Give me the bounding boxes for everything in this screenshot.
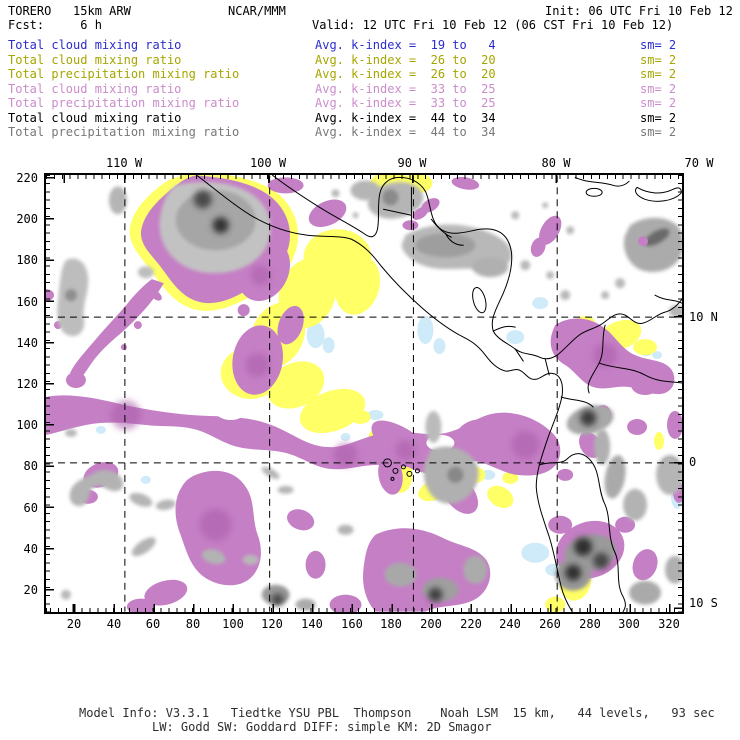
y-axis-label: 120 xyxy=(16,377,38,391)
legend-label: Total cloud mixing ratio xyxy=(8,53,182,67)
y-axis-label: 40 xyxy=(23,542,38,556)
y-axis-label: 220 xyxy=(16,171,38,185)
init-time: Init: 06 UTC Fri 10 Feb 12 xyxy=(545,4,733,18)
x-axis-label: 60 xyxy=(145,617,161,631)
legend-stat: Avg. k-index = 19 to 4 xyxy=(315,38,496,52)
x-axis-label: 220 xyxy=(460,617,482,631)
model-name: TORERO 15km ARW xyxy=(8,4,131,18)
legend-stat: Avg. k-index = 44 to 34 xyxy=(315,111,496,125)
legend-label: Total cloud mixing ratio xyxy=(8,111,182,125)
x-axis-label: 180 xyxy=(380,617,402,631)
lat-label: 10 N xyxy=(689,310,718,324)
legend-stat: Avg. k-index = 33 to 25 xyxy=(315,82,496,96)
legend-sm: sm= 2 xyxy=(640,111,677,125)
fcst-hour: Fcst: 6 h xyxy=(8,18,102,32)
x-axis-label: 100 xyxy=(222,617,244,631)
legend-stat: Avg. k-index = 26 to 20 xyxy=(315,53,496,67)
lon-label: 100 W xyxy=(249,156,287,170)
y-axis-label: 60 xyxy=(23,501,38,515)
legend-sm: sm= 2 xyxy=(640,125,677,139)
x-axis-label: 280 xyxy=(579,617,601,631)
y-axis-label: 20 xyxy=(23,583,38,597)
map-plot-area xyxy=(44,173,684,614)
legend-sm: sm= 2 xyxy=(640,82,677,96)
x-axis-label: 320 xyxy=(658,617,680,631)
x-axis-label: 120 xyxy=(261,617,283,631)
legend-sm: sm= 2 xyxy=(640,53,677,67)
lon-label: 110 W xyxy=(105,156,143,170)
legend-sm: sm= 2 xyxy=(640,96,677,110)
y-axis-label: 200 xyxy=(16,212,38,226)
lon-label: 70 W xyxy=(684,156,714,170)
x-axis-label: 160 xyxy=(341,617,363,631)
x-axis-label: 260 xyxy=(539,617,561,631)
center-name: NCAR/MMM xyxy=(228,4,286,18)
legend-label: Total cloud mixing ratio xyxy=(8,38,182,52)
x-axis-label: 300 xyxy=(618,617,640,631)
lon-label: 90 W xyxy=(397,156,427,170)
lat-label: 0 xyxy=(689,455,697,469)
band-gap xyxy=(215,400,247,420)
legend-sm: sm= 2 xyxy=(640,67,677,81)
x-axis-label: 80 xyxy=(185,617,201,631)
x-axis-label: 140 xyxy=(301,617,323,631)
lat-label: 10 S xyxy=(689,596,718,610)
legend-stat: Avg. k-index = 26 to 20 xyxy=(315,67,496,81)
y-axis-label: 180 xyxy=(16,253,38,267)
legend-label: Total cloud mixing ratio xyxy=(8,82,182,96)
y-axis-label: 140 xyxy=(16,336,38,350)
legend-sm: sm= 2 xyxy=(640,38,677,52)
legend-label: Total precipitation mixing ratio xyxy=(8,67,240,81)
model-info-line1: Model Info: V3.3.1 Tiedtke YSU PBL Thompson Noah LSM 15 km, 44 levels, 93 sec xyxy=(79,706,715,720)
x-axis-label: 40 xyxy=(106,617,122,631)
y-axis-label: 80 xyxy=(23,459,38,473)
legend-label: Total precipitation mixing ratio xyxy=(8,125,240,139)
legend-stat: Avg. k-index = 44 to 34 xyxy=(315,125,496,139)
x-axis-label: 200 xyxy=(420,617,442,631)
x-axis-label: 20 xyxy=(66,617,82,631)
y-axis-label: 160 xyxy=(16,295,38,309)
legend-label: Total precipitation mixing ratio xyxy=(8,96,240,110)
map-canvas xyxy=(46,175,682,612)
legend-stat: Avg. k-index = 33 to 25 xyxy=(315,96,496,110)
x-axis-label: 240 xyxy=(499,617,521,631)
y-axis-label: 100 xyxy=(16,418,38,432)
valid-time: Valid: 12 UTC Fri 10 Feb 12 (06 CST Fri 10 Feb 12) xyxy=(312,18,674,32)
model-info-line2: LW: Godd SW: Goddard DIFF: simple KM: 2D Smagor xyxy=(152,720,492,734)
lon-label: 80 W xyxy=(541,156,571,170)
